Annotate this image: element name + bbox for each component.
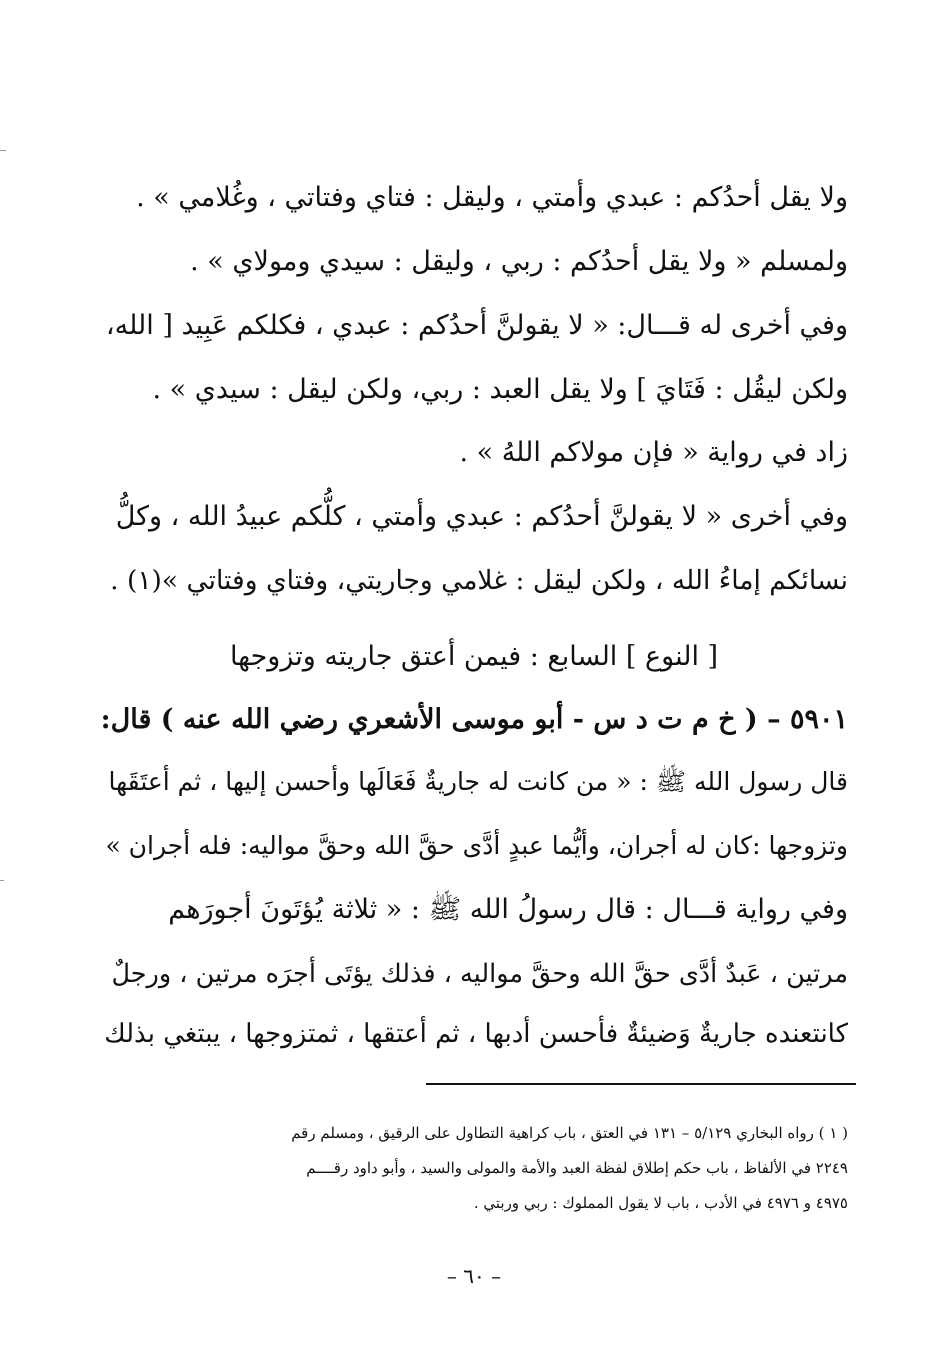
hadith-line-2: وتزوجها :كان له أجران، وأيُّما عبدٍ أدَّى حقَّ الله وحقَّ مواليه: فله أجران » xyxy=(105,831,848,860)
hadith-line-3: وفي رواية قـــال : قال رسولُ الله ﷺ : « ثلاثة يُؤتَونَ أجورَهم xyxy=(168,894,848,925)
body-line-3: وفي أخرى له قـــال: « لا يقولنَّ أحدُكم : عبدي ، فكلكم عَبِيد [ الله، xyxy=(105,310,848,341)
body-line-5: زاد في رواية « فإن مولاكم اللهُ » . xyxy=(459,437,848,468)
body-line-6: وفي أخرى « لا يقولنَّ أحدُكم : عبدي وأمتي ، كلُّكم عبيدُ الله ، وكلُّ xyxy=(115,501,848,532)
footnote-line-2: ٢٢٤٩ في الألفاظ ، باب حكم إطلاق لفظة العبد والأمة والمولى والسيد ، وأبو داود رقــــم xyxy=(306,1159,848,1177)
footnote-line-1: ( ١ ) رواه البخاري ٥/١٢٩ – ١٣١ في العتق ، باب كراهية التطاول على الرقيق ، ومسلم رقم xyxy=(291,1124,848,1142)
section-heading: [ النوع ] السابع : فيمن أعتق جاريته وتزوجها xyxy=(229,641,719,672)
body-line-1: ولا يقل أحدُكم : عبدي وأمتي ، وليقل : فتاي وفتاتي ، وغُلامي » . xyxy=(136,182,848,213)
hadith-line-5: كانتعنده جاريةٌ وَضيئةٌ فأحسن أدبها ، ثم أعتقها ، ثمتزوجها ، يبتغي بذلك xyxy=(104,1019,848,1049)
scan-edge-mark xyxy=(0,150,6,151)
scan-edge-mark xyxy=(0,880,4,881)
hadith-line-1: قال رسول الله ﷺ : « من كانت له جاريةٌ فَعَالَها وأحسن إليها ، ثم أعتَقَها xyxy=(108,767,848,796)
hadith-line-4: مرتين ، عَبدٌ أدَّى حقَّ الله وحقَّ مواليه ، فذلك يؤتَى أجرَه مرتين ، ورجلٌ xyxy=(111,959,848,989)
body-line-7: نسائكم إماءُ الله ، ولكن ليقل : غلامي وجاريتي، وفتاي وفتاتي »(١) . xyxy=(110,565,848,596)
footnote-separator xyxy=(426,1083,856,1085)
footnote-line-3: ٤٩٧٥ و ٤٩٧٦ في الأدب ، باب لا يقول المملوك : ربي وربتي . xyxy=(473,1194,848,1212)
body-line-4: ولكن ليقُل : فَتَايَ ] ولا يقل العبد : ربي، ولكن ليقل : سيدي » . xyxy=(152,374,848,405)
page-number: – ٦٠ – xyxy=(446,1264,502,1288)
hadith-number-line: ٥٩٠١ – ( خ م ت د س - أبو موسى الأشعري رضي الله عنه ) قال: xyxy=(100,704,848,735)
body-line-2: ولمسلم « ولا يقل أحدُكم : ربي ، وليقل : سيدي ومولاي » . xyxy=(190,246,848,277)
